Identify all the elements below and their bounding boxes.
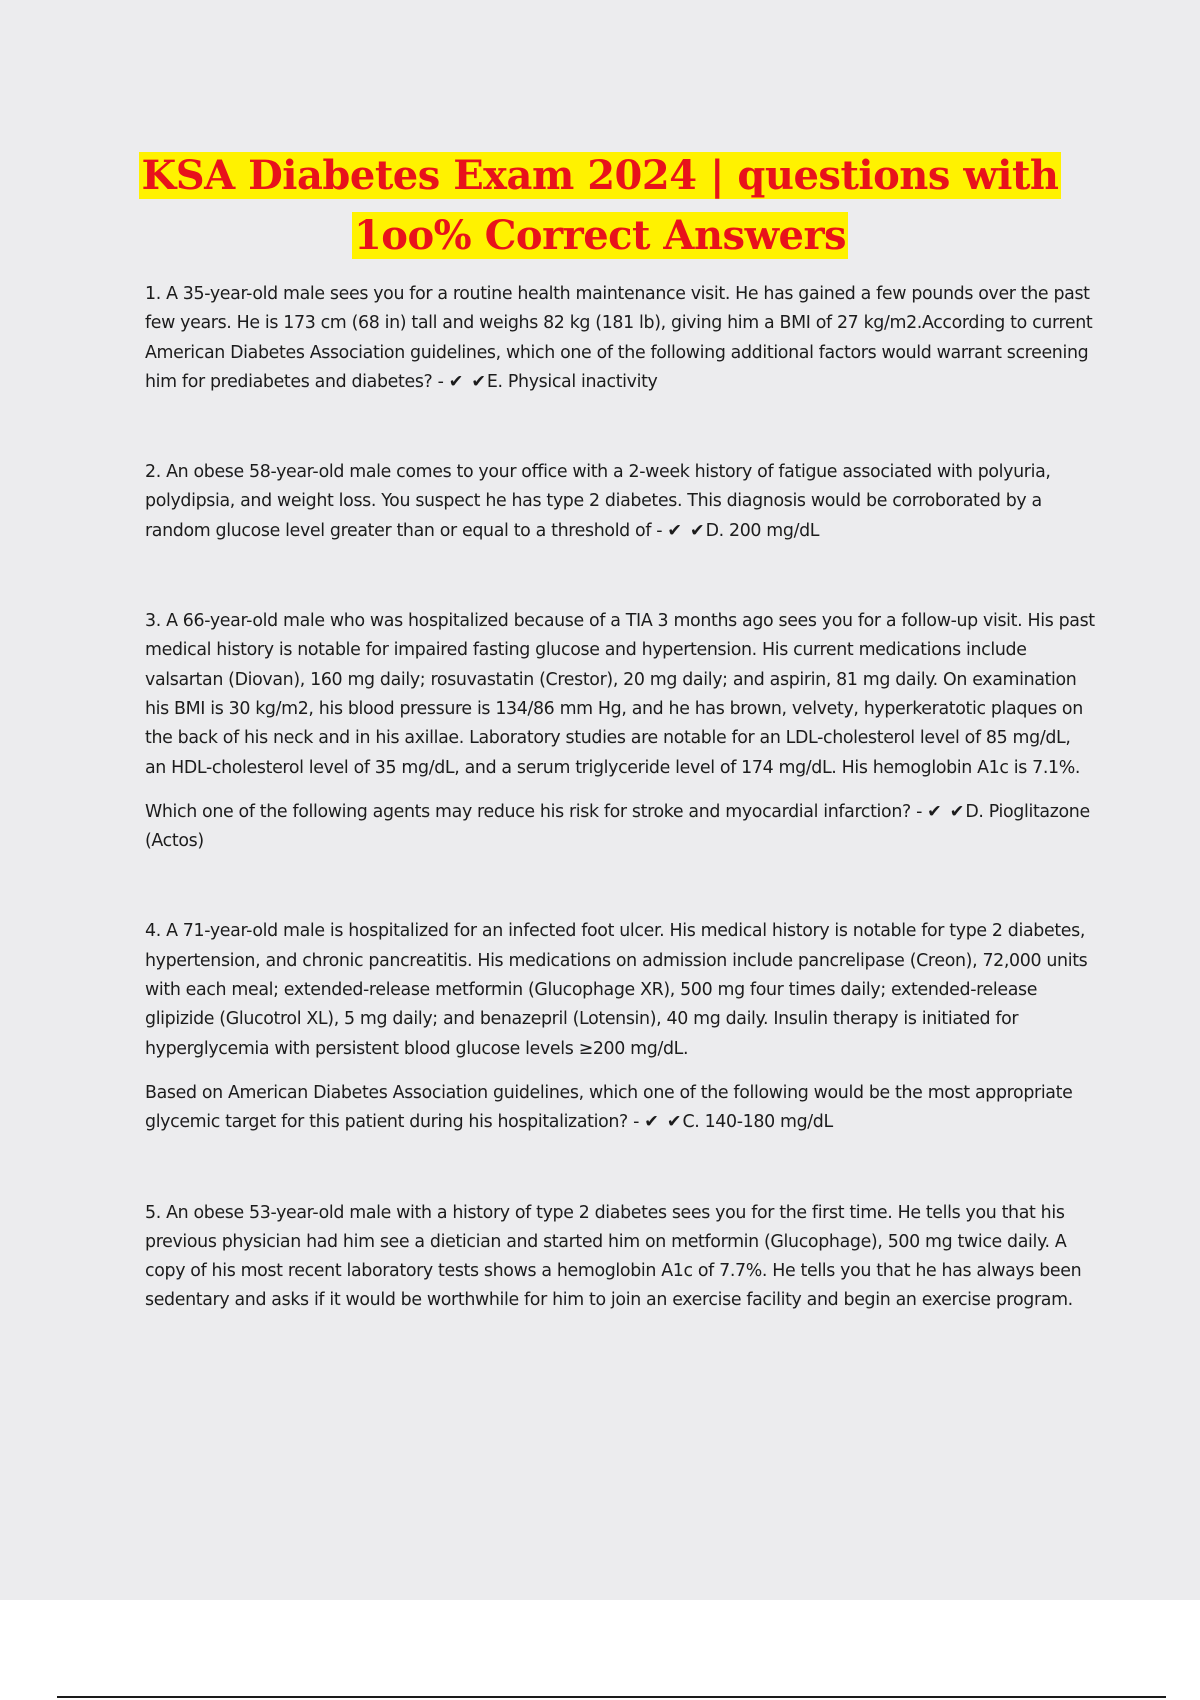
question-text: Which one of the following agents may reduce his risk for stroke and myocardial infarction? - (145, 801, 928, 822)
question-text: Based on American Diabetes Association guidelines, which one of the following would be the most appropriate glycemic target for this patient during his hospitalization? - (145, 1082, 1073, 1133)
question-1 (145, 280, 1095, 397)
question-3 (145, 607, 1095, 856)
question-paragraph (145, 607, 1095, 783)
question-paragraph (145, 458, 1095, 546)
question-paragraph (145, 917, 1095, 1063)
question-2 (145, 458, 1095, 546)
question-text: 3. A 66-year-old male who was hospitalized because of a TIA 3 months ago sees you for a follow-up visit. His past medical history is notable for impaired fasting glucose and hypertension. His current medications include valsartan (Diovan), 160 mg daily; rosuvastatin (Crestor), 20 mg daily; and aspirin, 81 mg daily. On examination his BMI is 30 kg/m2, his blood pressure is 134/86 mm Hg, and he has brown, velvety, hyperkeratotic plaques on the back of his neck and in his axillae. Laboratory studies are notable for an LDL-cholesterol level of 85 mg/dL, an HDL-cholesterol level of 35 mg/dL, and a serum triglyceride level of 174 mg/dL. His hemoglobin A1c is 7.1%. (145, 611, 1095, 778)
question-text: 1. A 35-year-old male sees you for a routine health maintenance visit. He has gained a few pounds over the past few years. He is 173 cm (68 in) tall and weighs 82 kg (181 lb), giving him a BMI of 27 kg/m2.According to current American Diabetes Association guidelines, which one of the following additional factors would warrant screening him for prediabetes and diabetes? - (145, 284, 1093, 392)
question-5 (145, 1199, 1095, 1316)
checkmark-icon: ✔ ✔ (667, 520, 706, 541)
question-4 (145, 917, 1095, 1137)
checkmark-icon: ✔ ✔ (927, 801, 966, 822)
document-title (0, 146, 1200, 266)
question-paragraph (145, 1199, 1095, 1316)
question-text: 5. An obese 53-year-old male with a history of type 2 diabetes sees you for the first time. He tells you that his previous physician had him see a dietician and started him on metformin (Glucophage), 500 mg twice daily. A copy of his most recent laboratory tests shows a hemoglobin A1c of 7.7%. He tells you that he has always been sedentary and asks if it would be worthwhile for him to join an exercise facility and begin an exercise program. (145, 1202, 1082, 1311)
checkmark-icon: ✔ ✔ (644, 1112, 683, 1133)
question-paragraph (145, 798, 1095, 857)
checkmark-icon: ✔ ✔ (448, 371, 487, 392)
question-paragraph (145, 280, 1095, 397)
answer-text: E. Physical inactivity (486, 371, 658, 392)
question-list (145, 280, 1095, 1316)
title-line-2: 1oo% Correct Answers (353, 212, 847, 259)
answer-text: D. Pioglitazone (Actos) (145, 801, 1090, 852)
question-text: 2. An obese 58-year-old male comes to your office with a 2-week history of fatigue associated with polyuria, polydipsia, and weight loss. You suspect he has type 2 diabetes. This diagnosis would be corroborated by a random glucose level greater than or equal to a threshold of - (145, 462, 1051, 541)
page-divider (57, 1696, 1166, 1698)
question-text: 4. A 71-year-old male is hospitalized for an infected foot ulcer. His medical history is notable for type 2 diabetes, hypertension, and chronic pancreatitis. His medications on admission include pancrelipase (Creon), 72,000 units with each meal; extended-release metformin (Glucophage XR), 500 mg four times daily; extended-release glipizide (Glucotrol XL), 5 mg daily; and benazepril (Lotensin), 40 mg daily. Insulin therapy is initiated for hyperglycemia with persistent blood glucose levels ≥200 mg/dL. (145, 921, 1088, 1059)
answer-text: D. 200 mg/dL (705, 520, 820, 541)
question-paragraph (145, 1079, 1095, 1138)
answer-text: C. 140-180 mg/dL (682, 1112, 833, 1133)
title-line-1: KSA Diabetes Exam 2024 | questions with (141, 152, 1059, 199)
